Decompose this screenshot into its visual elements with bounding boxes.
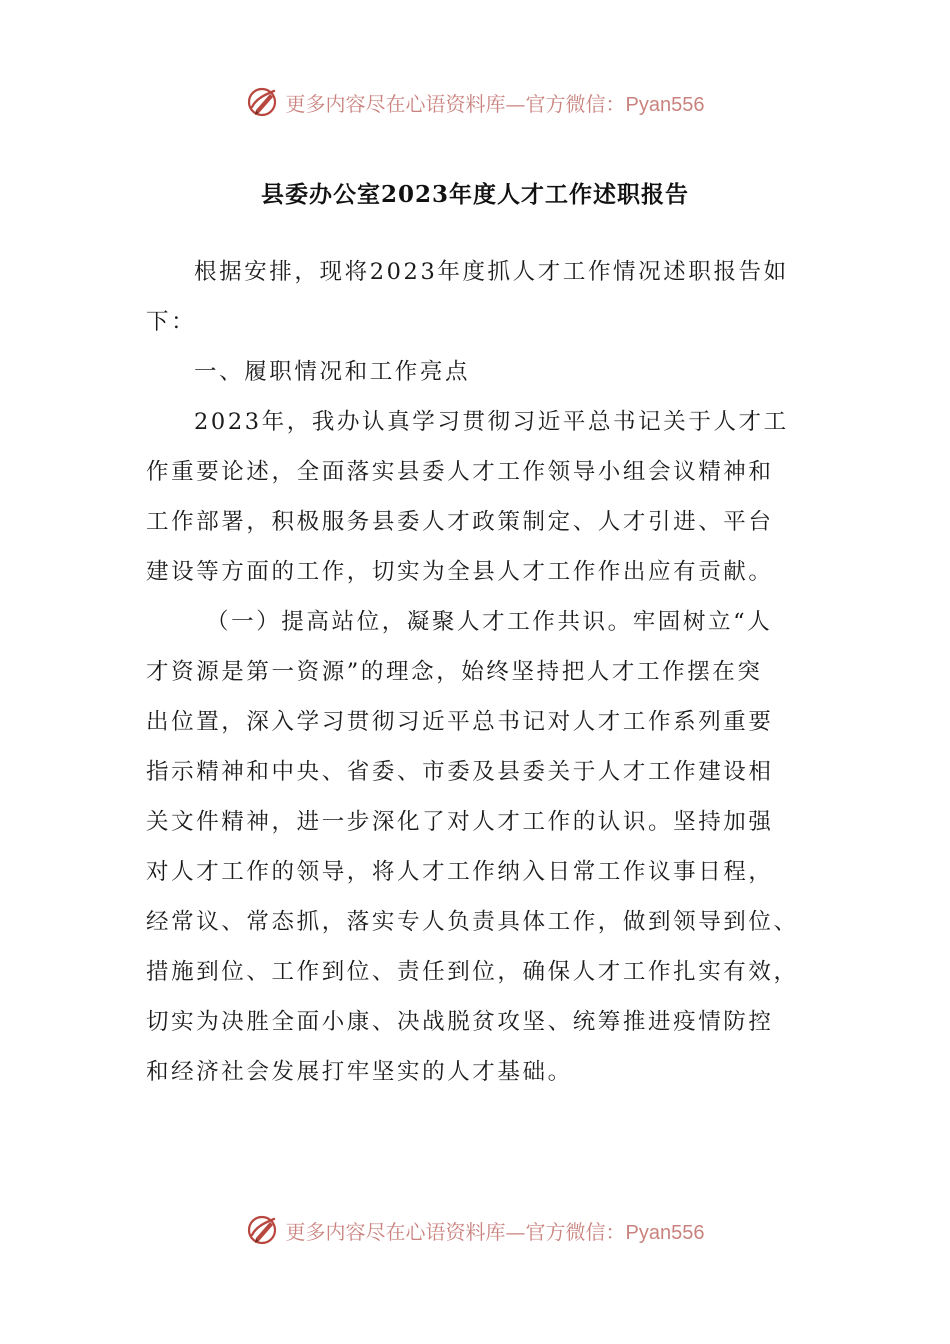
watermark-banner-bottom <box>0 1208 950 1252</box>
paragraph-line: 2023年，我办认真学习贯彻习近平总书记关于人才工 <box>194 409 789 435</box>
pen-logo-icon <box>246 1213 280 1247</box>
wechat-id: Pyan556 <box>625 93 705 116</box>
paragraph-line: 出位置，深入学习贯彻习近平总书记对人才工作系列重要 <box>146 709 774 735</box>
wechat-id: Pyan556 <box>625 1221 705 1244</box>
paragraph-line: 建设等方面的工作，切实为全县人才工作作出应有贡献。 <box>146 559 774 585</box>
subsection-line: （一）提高站位，凝聚人才工作共识。牢固树立“人 <box>206 609 773 635</box>
paragraph-line: 经常议、常态抓，落实专人负责具体工作，做到领导到位、 <box>146 909 799 935</box>
watermark-text: 更多内容尽在心语资料库—官方微信：Pyan556 <box>285 91 705 116</box>
paragraph-line: 措施到位、工作到位、责任到位，确保人才工作扎实有效， <box>146 959 799 985</box>
paragraph-line: 下： <box>146 309 197 335</box>
watermark-banner-top <box>0 80 950 124</box>
paragraph-line: 工作部署，积极服务县委人才政策制定、人才引进、平台 <box>146 509 774 535</box>
document-title: 县委办公室2023年度人才工作述职报告 <box>260 181 689 208</box>
paragraph-line: 对人才工作的领导，将人才工作纳入日常工作议事日程， <box>146 859 774 885</box>
watermark-text: 更多内容尽在心语资料库—官方微信：Pyan556 <box>285 1219 705 1244</box>
paragraph-line: 关文件精神，进一步深化了对人才工作的认识。坚持加强 <box>146 809 774 835</box>
paragraph-line: 指示精神和中央、省委、市委及县委关于人才工作建设相 <box>146 759 774 785</box>
paragraph-line: 作重要论述，全面落实县委人才工作领导小组会议精神和 <box>146 459 774 485</box>
paragraph-line: 根据安排，现将2023年度抓人才工作情况述职报告如 <box>194 259 789 285</box>
paragraph-line: 才资源是第一资源”的理念，始终坚持把人才工作摆在突 <box>146 659 763 685</box>
paragraph-line: 和经济社会发展打牢坚实的人才基础。 <box>146 1059 573 1085</box>
pen-logo-icon <box>246 85 280 119</box>
document-body <box>146 247 806 1097</box>
paragraph-line: 切实为决胜全面小康、决战脱贫攻坚、统筹推进疫情防控 <box>146 1009 774 1035</box>
section-heading: 一、履职情况和工作亮点 <box>194 359 471 385</box>
